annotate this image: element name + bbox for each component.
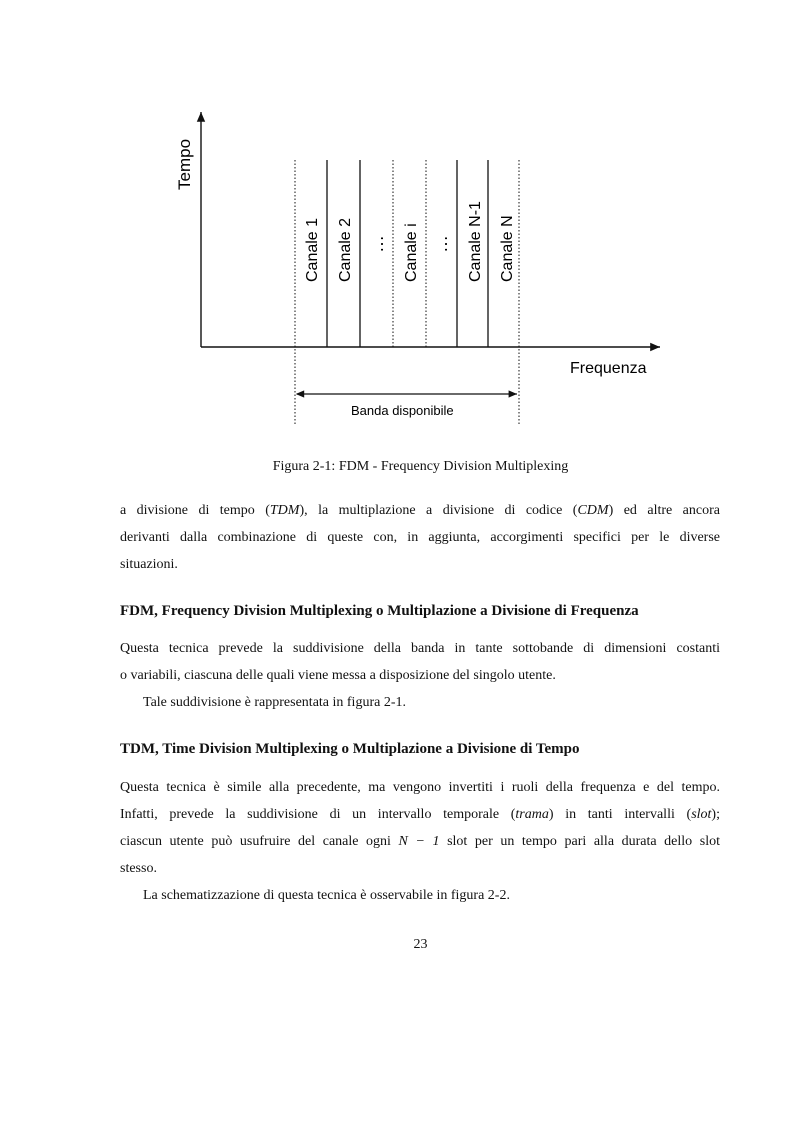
channel-label-n: Canale N	[499, 215, 516, 282]
text-line: o variabili, ciascuna delle quali viene messa a disposizione del singolo utente.	[120, 668, 556, 683]
page-number: 23	[413, 937, 428, 952]
fdm-paragraph	[120, 635, 720, 689]
tdm-heading: TDM, Time Division Multiplexing o Multiplazione a Divisione di Tempo	[120, 741, 580, 757]
channel-ellipsis-2: …	[431, 235, 451, 253]
figure-caption: Figura 2-1: FDM - Frequency Division Multiplexing	[272, 459, 569, 474]
text-line: derivanti dalla combinazione di queste con, in aggiunta, accorgimenti specifici per le diverse	[120, 530, 720, 545]
text-line: Infatti, prevede la suddivisione di un intervallo temporale (trama) in tanti intervalli (slot);	[120, 807, 720, 822]
band-label: Banda disponibile	[351, 403, 454, 418]
channel-label-i: Canale i	[403, 223, 420, 282]
text-line: Questa tecnica è simile alla precedente, ma vengono invertiti i ruoli della frequenza e del tempo.	[120, 780, 720, 795]
tdm-paragraph	[120, 774, 720, 882]
channel-label-n-minus-1: Canale N-1	[467, 201, 484, 282]
text-line: a divisione di tempo (TDM), la multiplazione a divisione di codice (CDM) ed altre ancora	[120, 503, 720, 518]
text-line: situazioni.	[120, 557, 178, 572]
fdm-figure	[0, 0, 793, 440]
fdm-heading: FDM, Frequency Division Multiplexing o Multiplazione a Divisione di Frequenza	[120, 603, 639, 619]
y-axis-label: Tempo	[175, 138, 194, 190]
tdm-figure-reference: La schematizzazione di questa tecnica è osservabile in figura 2-2.	[143, 888, 510, 903]
channel-label-2: Canale 2	[337, 217, 354, 282]
intro-paragraph	[120, 497, 720, 578]
fdm-figure-reference: Tale suddivisione è rappresentata in figura 2-1.	[143, 695, 406, 710]
x-axis-label: Frequenza	[570, 360, 647, 377]
text-line: stesso.	[120, 861, 157, 876]
channel-label-1: Canale 1	[304, 217, 321, 282]
channel-ellipsis-1: …	[367, 235, 387, 253]
text-line: ciascun utente può usufruire del canale ogni N − 1 slot per un tempo pari alla durata dello slot	[120, 834, 720, 849]
text-line: Questa tecnica prevede la suddivisione della banda in tante sottobande di dimensioni costanti	[120, 641, 720, 656]
